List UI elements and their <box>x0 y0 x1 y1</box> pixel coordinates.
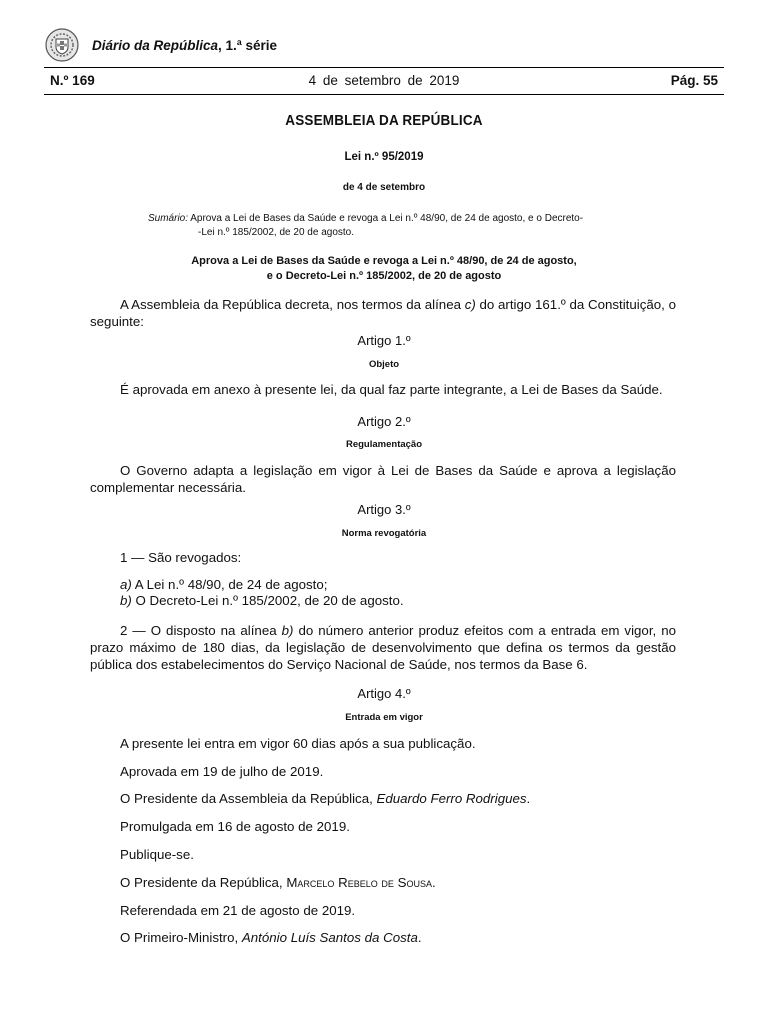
summary-line-2: -Lei n.º 185/2002, de 20 de agosto. <box>198 227 354 238</box>
article-1-text: É aprovada em anexo à presente lei, da qual faz parte integrante, a Lei de Bases da Saúde. <box>120 382 663 397</box>
masthead <box>44 26 277 64</box>
article-3-item-b <box>90 592 676 609</box>
item-b-label: b) <box>120 593 132 608</box>
issue-date: 4 de setembro de 2019 <box>308 73 460 88</box>
summary-line-1: Aprova a Lei de Bases da Saúde e revoga a Lei n.º 48/90, de 24 de agosto, e o Decreto- <box>190 213 584 224</box>
approval-date: Aprovada em 19 de julho de 2019. <box>120 764 324 779</box>
item-a-label: a) <box>120 577 132 592</box>
article-4-text: A presente lei entra em vigor 60 dias após a sua publicação. <box>120 736 476 751</box>
intro-alinea: c) <box>464 297 476 312</box>
law-date: de 4 de setembro <box>342 182 426 193</box>
republic-president-signature: O Presidente da República, Marcelo Rebelo de Sousa. <box>120 875 436 890</box>
institution-title: ASSEMBLEIA DA REPÚBLICA <box>285 112 483 129</box>
prime-minister-label: O Primeiro-Ministro, <box>120 930 242 945</box>
coat-of-arms-icon <box>44 27 80 63</box>
item-b-text: O Decreto-Lei n.º 185/2002, de 20 de agosto. <box>131 593 404 608</box>
assembly-president-signature: O Presidente da Assembleia da República, Eduardo Ferro Rodrigues. <box>120 791 531 806</box>
p2-text-b: do número anterior produz efeitos com a entrada em vigor, no prazo máximo de 180 dias, da legislação de desenvolvimento que defina os termos da gestão pública dos estabelecimentos do Serviço Nacional de Saúde, nos termos da Base 6. <box>90 623 677 672</box>
countersign-date: Referendada em 21 de agosto de 2019. <box>120 903 356 918</box>
article-4-subtitle: Entrada em vigor <box>345 712 423 723</box>
issue-number: N.º 169 <box>50 73 95 88</box>
article-3-paragraph-2 <box>90 622 676 673</box>
intro-text-b: do artigo 161.º da Constituição, o seguinte: <box>90 297 676 329</box>
article-1-title: Artigo 1.º <box>357 333 411 348</box>
journal-title <box>92 38 277 53</box>
article-3-item-a <box>90 576 676 593</box>
p2-alinea: b) <box>281 623 294 638</box>
article-3-title: Artigo 3.º <box>357 502 411 517</box>
header-rule-bottom <box>44 94 724 95</box>
prime-minister-signature: O Primeiro-Ministro, António Luís Santos da Costa. <box>120 930 422 945</box>
article-2-text: O Governo adapta a legislação em vigor à Lei de Bases da Saúde e aprova a legislação complementar necessária. <box>90 463 676 495</box>
article-2-subtitle: Regulamentação <box>345 439 423 450</box>
issue-header <box>50 73 718 91</box>
journal-title-italic: Diário da República <box>92 37 219 53</box>
law-heading-line-2: e o Decreto-Lei n.º 185/2002, de 20 de agosto <box>266 270 502 282</box>
republic-president-name: Marcelo Rebelo de Sousa <box>286 875 432 890</box>
prime-minister-name: António Luís Santos da Costa <box>241 930 418 945</box>
intro-paragraph <box>90 296 676 330</box>
law-number: Lei n.º 95/2019 <box>344 151 424 163</box>
law-heading-line-1: Aprova a Lei de Bases da Saúde e revoga a Lei n.º 48/90, de 24 de agosto, <box>191 255 577 267</box>
article-1-subtitle: Objeto <box>368 359 400 370</box>
republic-president-label: O Presidente da República, <box>120 875 287 890</box>
journal-series: , 1.ª série <box>218 37 278 53</box>
promulgation-date: Promulgada em 16 de agosto de 2019. <box>120 819 350 834</box>
summary <box>148 212 628 240</box>
assembly-president-name: Eduardo Ferro Rodrigues <box>376 791 527 806</box>
intro-text-a: A Assembleia da República decreta, nos termos da alínea <box>120 297 465 312</box>
publish-order: Publique-se. <box>120 847 194 862</box>
law-heading <box>90 254 678 284</box>
item-a-text: A Lei n.º 48/90, de 24 de agosto; <box>131 577 328 592</box>
summary-label: Sumário: <box>148 213 189 224</box>
article-4-title: Artigo 4.º <box>357 686 411 701</box>
header-rule-top <box>44 67 724 68</box>
p2-text-a: 2 — O disposto na alínea <box>120 623 282 638</box>
assembly-president-label: O Presidente da Assembleia da República, <box>120 791 377 806</box>
article-3-paragraph-1: 1 — São revogados: <box>120 550 242 565</box>
page-number: Pág. 55 <box>670 73 718 88</box>
article-2-title: Artigo 2.º <box>357 414 411 429</box>
article-3-subtitle: Norma revogatória <box>341 528 427 539</box>
